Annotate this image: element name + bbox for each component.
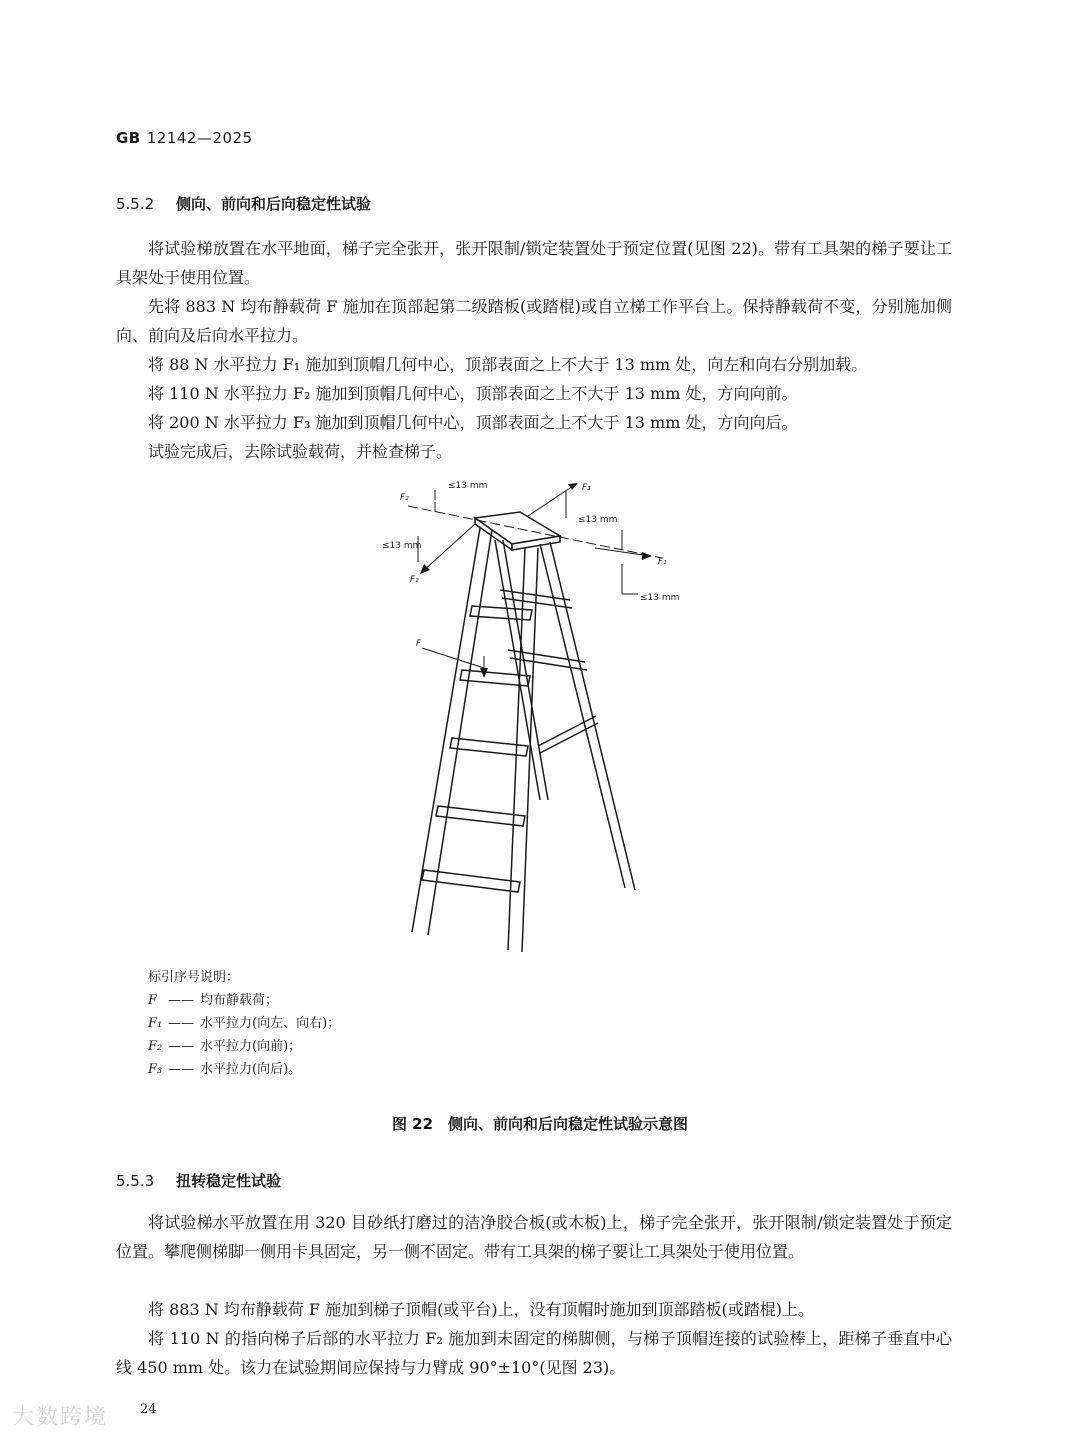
paragraph: 将 883 N 均布静载荷 F 施加到梯子顶帽(或平台)上，没有顶帽时施加到顶部踏板(或踏棍)上。 — [148, 1300, 815, 1319]
dim-top-right: ≤13 mm — [578, 515, 618, 525]
legend-title: 标引序号说明： — [148, 970, 240, 985]
paragraph: 将 110 N 的指向梯子后部的水平拉力 F₂ 施加到未固定的梯脚侧，与梯子顶帽连接的试验棒上，距梯子垂直中心线 450 mm 处。该力在试验期间应保持与力臂成 90°±10°(见图 23)。 — [116, 1329, 952, 1377]
dim-right: ≤13 mm — [640, 593, 680, 603]
paragraph: 将 88 N 水平拉力 F₁ 施加到顶帽几何中心，顶部表面之上不大于 13 mm 处，向左和向右分别加载。 — [148, 355, 868, 374]
ladder-steps — [422, 606, 532, 892]
paragraph: 将 200 N 水平拉力 F₃ 施加到顶帽几何中心，顶部表面之上不大于 13 mm 处，方向向后。 — [148, 413, 798, 432]
front-stile-left — [412, 528, 480, 932]
legend-dash: —— — [168, 1016, 194, 1031]
standard-prefix: GB — [116, 129, 141, 147]
legend-dash: —— — [168, 993, 194, 1008]
legend-dash: —— — [168, 1062, 194, 1077]
paragraph: 将试验梯水平放置在用 320 目砂纸打磨过的洁净胶合板(或木板)上，梯子完全张开，张开限制/锁定装置处于预定位置。攀爬侧梯脚一侧用卡具固定，另一侧不固定。带有工具架的梯子要让工具架处于使用位置。 — [116, 1213, 952, 1261]
watermark: 大数跨境 — [12, 1405, 109, 1430]
page-number: 24 — [140, 1402, 157, 1417]
label-f3: F₃ — [582, 483, 591, 493]
section-5-5-3-heading — [116, 1170, 281, 1191]
label-f2: F₂ — [410, 575, 419, 585]
paragraph: 将试验梯放置在水平地面，梯子完全张开，张开限制/锁定装置处于预定位置(见图 22)。带有工具架的梯子要让工具架处于使用位置。 — [116, 239, 952, 287]
legend-text: 水平拉力(向后)。 — [200, 1062, 302, 1077]
legend-row — [148, 1012, 340, 1035]
legend-text: 水平拉力(向左、向右)； — [200, 1016, 341, 1031]
legend-symbol: F — [148, 993, 158, 1008]
paragraph: 先将 883 N 均布静载荷 F 施加在顶部起第二级踏板(或踏棍)或自立梯工作平台上。保持静载荷不变，分别施加侧向、前向及后向水平拉力。 — [116, 297, 952, 345]
dim-left: ≤13 mm — [382, 541, 422, 551]
section-number: 5.5.3 — [116, 1172, 155, 1190]
paragraph: 试验完成后，去除试验载荷，并检查梯子。 — [148, 442, 453, 461]
legend-symbol: F₁ — [148, 1016, 163, 1031]
legend-dash: —— — [168, 1039, 194, 1054]
section-title: 扭转稳定性试验 — [176, 1172, 282, 1190]
legend-row — [148, 1035, 340, 1058]
legend-symbol: F₃ — [148, 1062, 163, 1077]
label-f1: F₁ — [658, 557, 667, 567]
dim-top-left: ≤13 mm — [448, 481, 488, 491]
ladder-figure — [360, 470, 700, 960]
figure-caption: 图 22 侧向、前向和后向稳定性试验示意图 — [391, 1115, 689, 1133]
section-5-5-2-heading — [116, 193, 371, 214]
standard-number: 12142—2025 — [146, 129, 253, 147]
spreader-bar — [538, 716, 596, 746]
label-f: F — [416, 639, 422, 649]
legend-text: 水平拉力(向前)； — [200, 1039, 302, 1054]
document-id — [116, 129, 253, 147]
paragraph: 将 110 N 水平拉力 F₂ 施加到顶帽几何中心，顶部表面之上不大于 13 mm 处，方向向前。 — [148, 384, 798, 403]
section-title: 侧向、前向和后向稳定性试验 — [176, 195, 372, 213]
label-f2-top: F₂ — [400, 493, 409, 503]
legend-symbol: F₂ — [148, 1039, 163, 1054]
figure-legend — [148, 966, 340, 1081]
legend-row — [148, 989, 340, 1012]
legend-text: 均布静载荷； — [200, 993, 279, 1008]
legend-row — [148, 1058, 340, 1081]
rear-leg-right — [540, 544, 625, 888]
section-number: 5.5.2 — [116, 195, 155, 213]
